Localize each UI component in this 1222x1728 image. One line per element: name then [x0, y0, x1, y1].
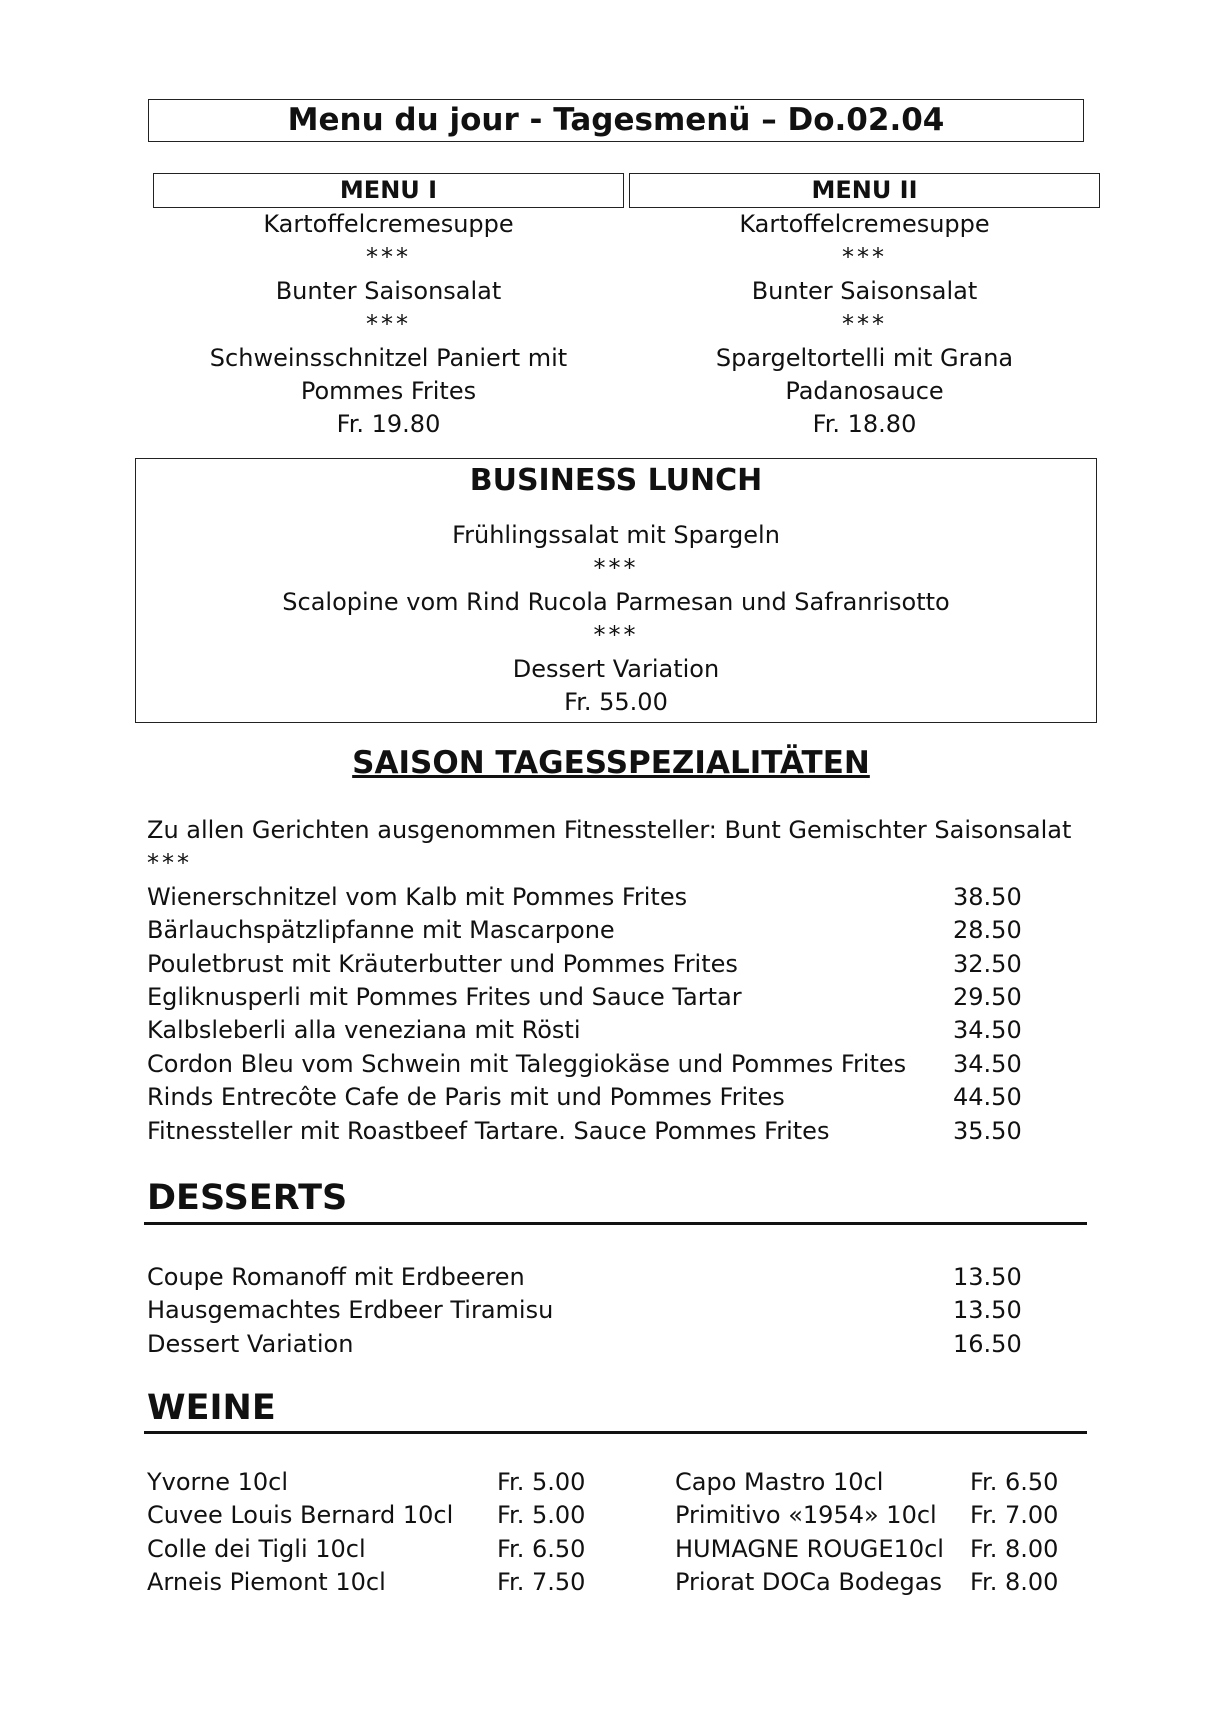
business-lunch-main: Scalopine vom Rind Rucola Parmesan und Safranrisotto [282, 587, 950, 616]
list-item [147, 1261, 1087, 1294]
business-lunch-separator: *** [593, 554, 639, 583]
menu-2-salad: Bunter Saisonsalat [751, 276, 978, 305]
list-item [147, 1499, 607, 1532]
item-price: 28.50 [953, 916, 1022, 945]
business-lunch-box [135, 458, 1097, 723]
item-price: 32.50 [953, 949, 1022, 978]
list-item [147, 1328, 1087, 1361]
list-item [147, 981, 1087, 1014]
item-name: Hausgemachtes Erdbeer Tiramisu [147, 1296, 554, 1325]
menu-2-separator: *** [842, 310, 887, 339]
saison-list [147, 881, 1087, 1148]
list-item [147, 948, 1087, 981]
item-name: Yvorne 10cl [147, 1468, 288, 1496]
wines-left-list [147, 1466, 607, 1600]
item-name: Cuvee Louis Bernard 10cl [147, 1501, 454, 1530]
menu-1-main-line: Pommes Frites [300, 377, 477, 406]
list-item [147, 914, 1087, 947]
menu-2-price: Fr. 18.80 [812, 410, 917, 439]
desserts-rule [144, 1222, 1087, 1225]
business-lunch-dessert: Dessert Variation [512, 654, 720, 683]
item-price: 29.50 [953, 982, 1022, 1011]
item-name: HUMAGNE ROUGE10cl [675, 1534, 944, 1563]
menu-2-heading: MENU II [629, 173, 1100, 208]
business-lunch-price: Fr. 55.00 [564, 688, 668, 717]
wines-title: WEINE [147, 1388, 276, 1428]
menu-1-separator: *** [366, 243, 411, 272]
menu-1-column [153, 208, 624, 442]
menu-2-column [629, 208, 1100, 442]
list-item [675, 1533, 1075, 1566]
list-item [147, 1048, 1087, 1081]
item-name: Fitnessteller mit Roastbeef Tartare. Sauce Pommes Frites [147, 1116, 830, 1145]
item-price: 44.50 [953, 1083, 1022, 1112]
menu-1-separator: *** [366, 310, 411, 339]
menu-2-separator: *** [842, 243, 887, 272]
item-name: Wienerschnitzel vom Kalb mit Pommes Frites [147, 882, 688, 911]
item-name: Pouletbrust mit Kräuterbutter und Pommes Frites [147, 949, 738, 978]
item-name: Primitivo «1954» 10cl [675, 1501, 937, 1530]
desserts-list [147, 1261, 1087, 1361]
list-item [675, 1466, 1075, 1499]
list-item [675, 1499, 1075, 1532]
saison-section [147, 814, 1087, 1148]
item-price: 34.50 [953, 1016, 1022, 1045]
item-price: Fr. 7.00 [970, 1501, 1059, 1530]
menu-2-main-line: Spargeltortelli mit Grana [715, 343, 1014, 372]
wines-right-list [675, 1466, 1075, 1600]
saison-note: Zu allen Gerichten ausgenommen Fitnessteller: Bunt Gemischter Saisonsalat [147, 816, 1072, 844]
item-name: Coupe Romanoff mit Erdbeeren [147, 1263, 525, 1291]
item-price: 35.50 [953, 1116, 1022, 1145]
item-name: Dessert Variation [147, 1329, 354, 1358]
menu-1-price: Fr. 19.80 [336, 410, 441, 439]
item-name: Egliknusperli mit Pommes Frites und Sauce Tartar [147, 982, 742, 1011]
list-item [147, 1115, 1087, 1148]
item-price: Fr. 5.00 [497, 1468, 586, 1496]
item-name: Priorat DOCa Bodegas [675, 1568, 942, 1597]
item-price: 38.50 [953, 882, 1022, 911]
desserts-title: DESSERTS [147, 1178, 348, 1218]
item-name: Rinds Entrecôte Cafe de Paris mit und Pommes Frites [147, 1083, 785, 1112]
saison-title: SAISON TAGESSPEZIALITÄTEN [352, 745, 870, 781]
business-lunch-starter: Frühlingssalat mit Spargeln [452, 521, 780, 549]
list-item [147, 1081, 1087, 1114]
business-lunch-title: BUSINESS LUNCH [469, 463, 763, 498]
item-name: Capo Mastro 10cl [675, 1468, 884, 1496]
item-price: Fr. 6.50 [497, 1534, 586, 1563]
list-item [147, 881, 1087, 914]
item-price: Fr. 5.00 [497, 1501, 586, 1530]
item-name: Colle dei Tigli 10cl [147, 1534, 366, 1563]
menu-2-soup: Kartoffelcremesuppe [739, 210, 990, 238]
item-price: 16.50 [953, 1329, 1022, 1358]
list-item [147, 1533, 607, 1566]
menu-2-main-line: Padanosauce [785, 377, 944, 406]
item-price: Fr. 8.00 [970, 1568, 1059, 1597]
item-price: Fr. 7.50 [497, 1568, 586, 1597]
list-item [147, 1466, 607, 1499]
menu-1-salad: Bunter Saisonsalat [275, 276, 502, 305]
list-item [147, 1294, 1087, 1327]
item-price: 13.50 [953, 1263, 1022, 1291]
item-name: Cordon Bleu vom Schwein mit Taleggiokäse und Pommes Frites [147, 1049, 907, 1078]
wines-rule [144, 1431, 1087, 1434]
item-name: Arneis Piemont 10cl [147, 1568, 386, 1597]
item-name: Bärlauchspätzlipfanne mit Mascarpone [147, 916, 615, 945]
item-price: 34.50 [953, 1049, 1022, 1078]
menu-1-heading: MENU I [153, 173, 624, 208]
saison-separator: *** [147, 849, 192, 878]
item-price: Fr. 6.50 [970, 1468, 1059, 1496]
item-price: Fr. 8.00 [970, 1534, 1059, 1563]
item-price: 13.50 [953, 1296, 1022, 1325]
menu-1-main-line: Schweinsschnitzel Paniert mit [209, 343, 568, 372]
menu-1-soup: Kartoffelcremesuppe [263, 210, 514, 238]
list-item [147, 1014, 1087, 1047]
page-title: Menu du jour - Tagesmenü – Do.02.04 [148, 99, 1084, 142]
item-name: Kalbsleberli alla veneziana mit Rösti [147, 1016, 581, 1045]
list-item [675, 1566, 1075, 1599]
list-item [147, 1566, 607, 1599]
business-lunch-separator: *** [593, 621, 639, 650]
